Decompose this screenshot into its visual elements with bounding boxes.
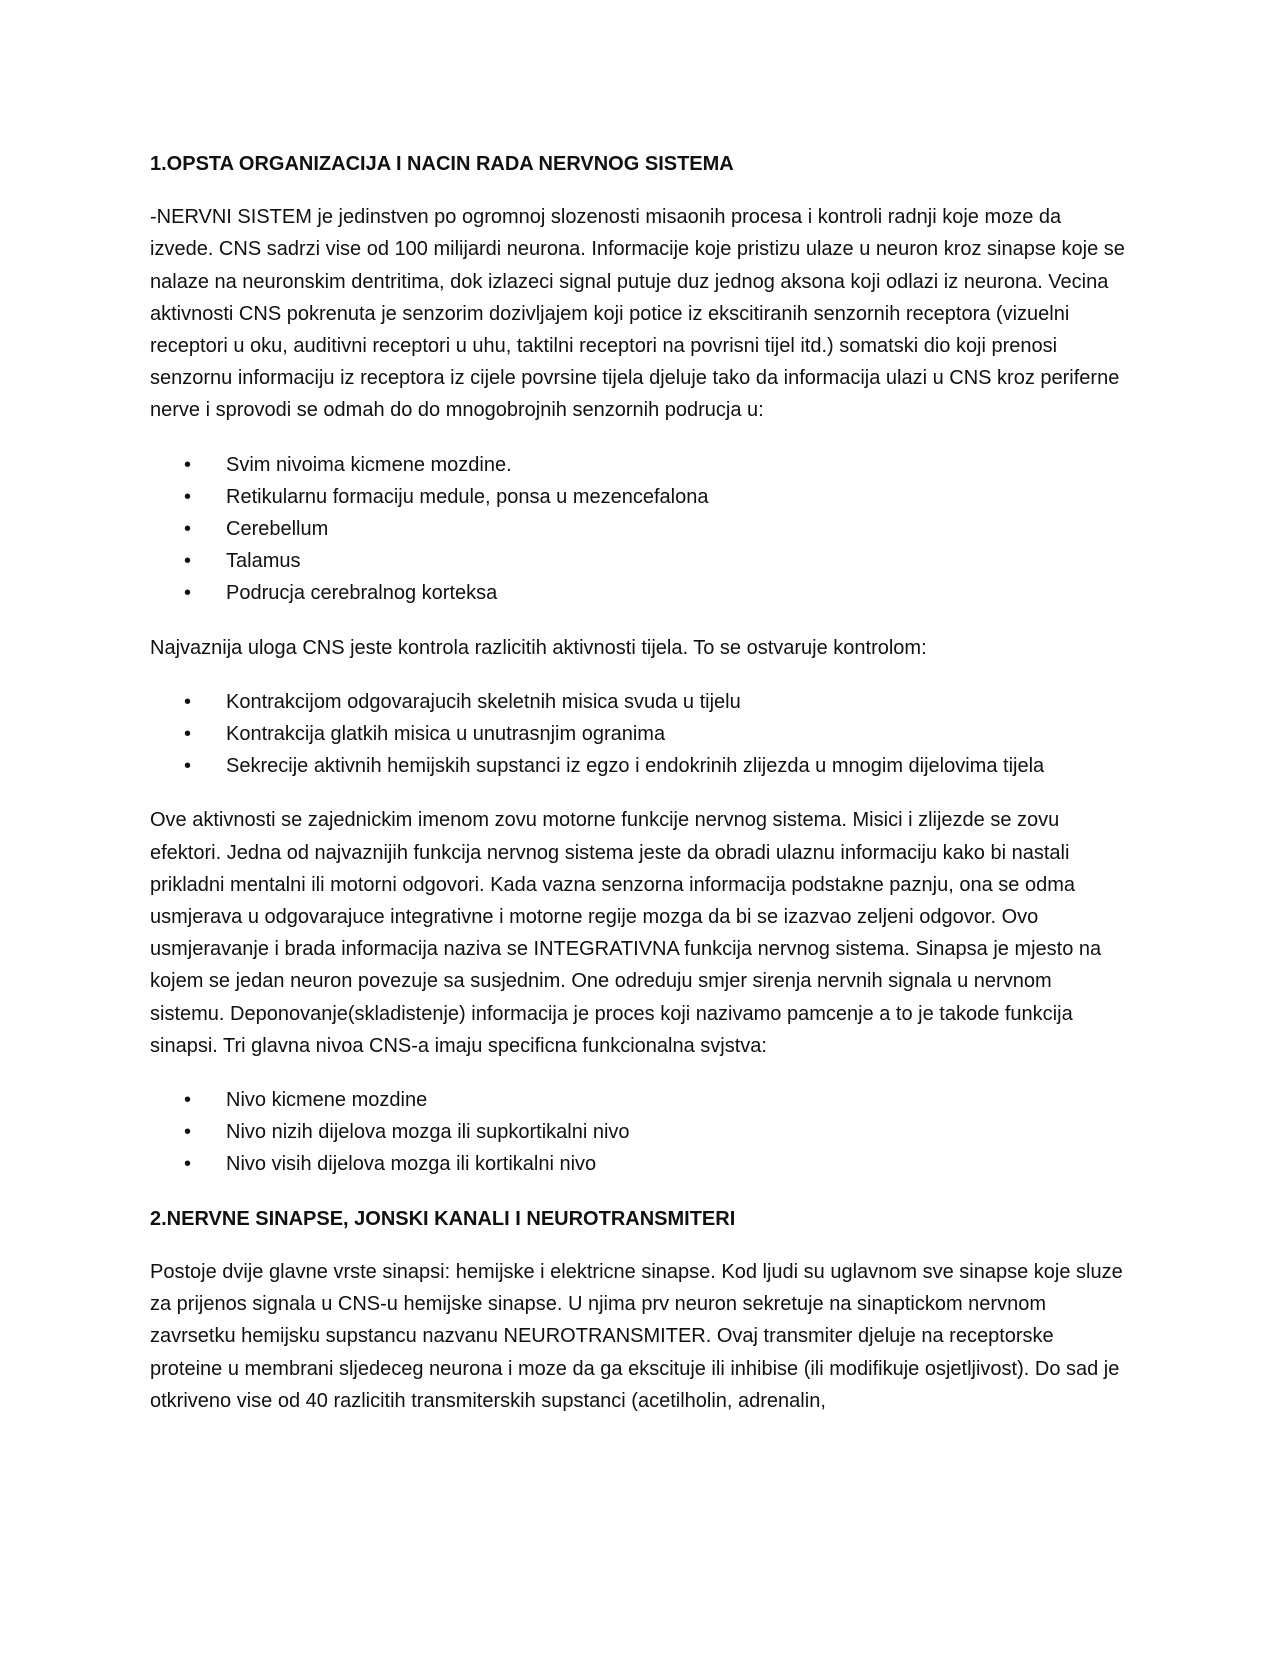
section-2-paragraph-1: Postoje dvije glavne vrste sinapsi: hemijske i elektricne sinapse. Kod ljudi su uglavnom sve sinapse koje sluze za prijenos signala u CNS-u hemijske sinapse. U njima prv neuron sekretuje na sinaptickom nervnom zavrsetku hemijsku supstancu nazvanu NEUROTRANSMITER. Ovaj transmiter djeluje na receptorske proteine u membrani sljedeceg neurona i moze da ga ekscituje ili inhibise (ili modifikuje osjetljivost). Do sad je otkriveno vise od 40 razlicitih transmiterskih supstanci (acetilholin, adrenalin, — [150, 1260, 1123, 1412]
bullet-icon: • — [184, 1089, 192, 1112]
bullet-icon: • — [184, 485, 192, 508]
list-item-text: Kontrakcija glatkih misica u unutrasnjim ogranima — [226, 723, 666, 746]
list-item — [150, 686, 1130, 718]
list-item-text: Svim nivoima kicmene mozdine. — [226, 453, 512, 476]
list-item-text: Kontrakcijom odgovarajucih skeletnih misica svuda u tijelu — [226, 690, 741, 713]
list-item-text: Nivo visih dijelova mozga ili kortikalni nivo — [226, 1153, 597, 1176]
bullet-icon: • — [184, 550, 192, 573]
bullet-icon: • — [184, 518, 192, 541]
bullet-icon: • — [184, 1153, 192, 1176]
section-1-list-1 — [150, 449, 1130, 610]
section-1-heading: 1.OPSTA ORGANIZACIJA I NACIN RADA NERVNOG SISTEMA — [150, 153, 734, 175]
section-1-list-3 — [150, 1084, 1130, 1181]
list-item — [150, 750, 1130, 782]
list-item — [150, 449, 1130, 481]
bullet-icon: • — [184, 723, 192, 746]
list-item — [150, 481, 1130, 513]
list-item — [150, 1116, 1130, 1148]
document-page — [150, 148, 1130, 1439]
section-1-paragraph-3: Ove aktivnosti se zajednickim imenom zovu motorne funkcije nervnog sistema. Misici i zlijezde se zovu efektori. Jedna od najvaznijih funkcija nervnog sistema jeste da obradi ulaznu informaciju kako bi nastali prikladni mentalni ili motorni odgovori. Kada vazna senzorna informacija podstakne paznju, ona se odma usmjerava u odgovarajuce integrativne i motorne regije mozga da bi se izazvao zeljeni odgovor. Ovo usmjeravanje i brada informacija naziva se INTEGRATIVNA funkcija nervnog sistema. Sinapsa je mjesto na kojem se jedan neuron povezuje sa susjednim. One odreduju smjer sirenja nervnih signala u nervnom sistemu. Deponovanje(skladistenje) informacija je proces koji nazivamo pamcenje a to je takode funkcija sinapsi. Tri glavna nivoa CNS-a imaju specificna funkcionalna svjstva: — [150, 809, 1102, 1057]
list-item — [150, 718, 1130, 750]
list-item-text: Retikularnu formaciju medule, ponsa u mezencefalona — [226, 485, 709, 508]
list-item — [150, 1084, 1130, 1116]
section-1-list-2 — [150, 686, 1130, 783]
section-1-paragraph-1: -NERVNI SISTEM je jedinstven po ogromnoj slozenosti misaonih procesa i kontroli radnji koje moze da izvede. CNS sadrzi vise od 100 milijardi neurona. Informacije koje pristizu ulaze u neuron kroz sinapse koje se nalaze na neuronskim dentritima, dok izlazeci signal putuje duz jednog aksona koji odlazi iz neurona. Vecina aktivnosti CNS pokrenuta je senzorim dozivljajem koji potice iz ekscitiranih senzornih receptora (vizuelni receptori u oku, auditivni receptori u uhu, taktilni receptori na povrisni tijel itd.) somatski dio koji prenosi senzornu informaciju iz receptora iz cijele povrsine tijela djeluje tako da informacija ulazi u CNS kroz periferne nerve i sprovodi se odmah do do mnogobrojnih senzornih podrucja u: — [150, 206, 1125, 422]
list-item — [150, 513, 1130, 545]
list-item-text: Podrucja cerebralnog korteksa — [226, 582, 498, 605]
bullet-icon: • — [184, 755, 192, 778]
section-1-paragraph-2: Najvaznija uloga CNS jeste kontrola razlicitih aktivnosti tijela. To se ostvaruje kontrolom: — [150, 636, 927, 659]
section-2-heading: 2.NERVNE SINAPSE, JONSKI KANALI I NEUROTRANSMITERI — [150, 1207, 736, 1230]
bullet-icon: • — [184, 582, 192, 605]
list-item-text: Nivo nizih dijelova mozga ili supkortikalni nivo — [226, 1121, 630, 1144]
bullet-icon: • — [184, 690, 192, 713]
list-item-text: Talamus — [226, 550, 301, 573]
list-item — [150, 577, 1130, 609]
list-item-text: Cerebellum — [226, 518, 329, 541]
bullet-icon: • — [184, 1121, 192, 1144]
bullet-icon: • — [184, 453, 192, 476]
list-item-text: Nivo kicmene mozdine — [226, 1089, 428, 1112]
list-item — [150, 1148, 1130, 1180]
list-item-text: Sekrecije aktivnih hemijskih supstanci iz egzo i endokrinih zlijezda u mnogim dijelovima tijela — [226, 755, 1045, 778]
list-item — [150, 545, 1130, 577]
